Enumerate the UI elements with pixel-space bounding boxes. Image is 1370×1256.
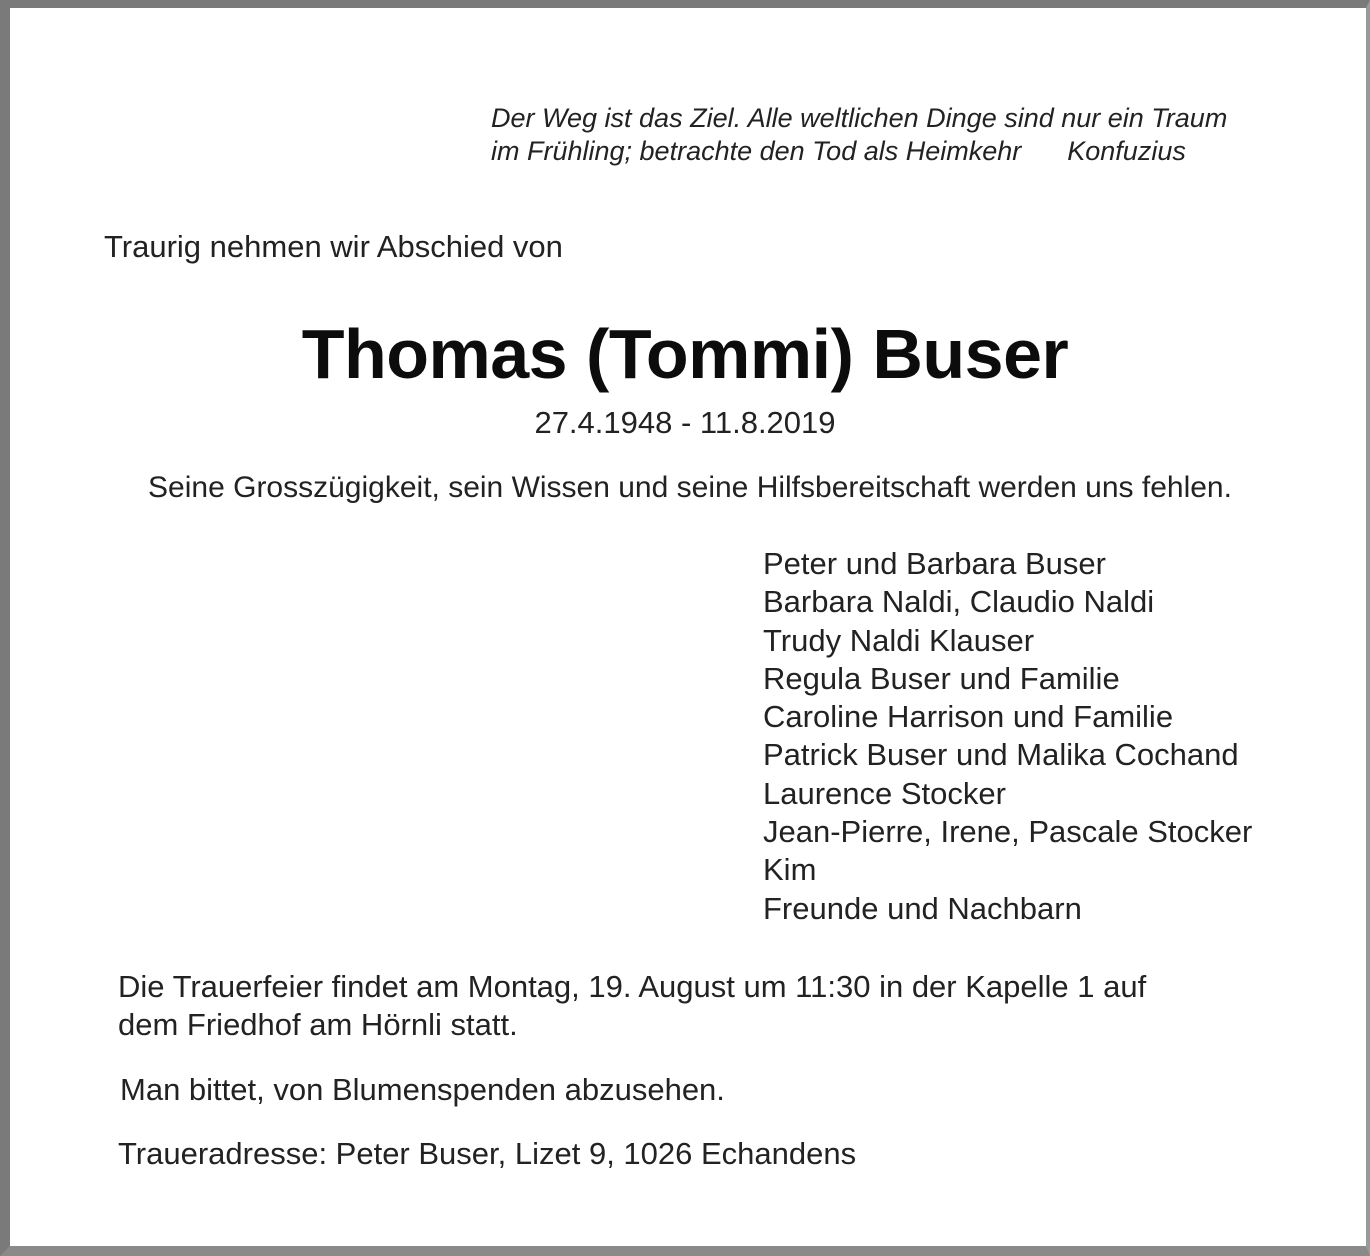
- mourner-item: Regula Buser und Familie: [763, 660, 1120, 696]
- mourner-item: Trudy Naldi Klauser: [763, 622, 1035, 658]
- mourning-address: Traueradresse: Peter Buser, Lizet 9, 1026 Echandens: [118, 1136, 857, 1171]
- ceremony-line-1: Die Trauerfeier findet am Montag, 19. August um 11:30 in der Kapelle 1 auf: [118, 969, 1147, 1004]
- quote-line-2: [491, 135, 1227, 168]
- ceremony-line-2: dem Friedhof am Hörnli statt.: [118, 1007, 518, 1042]
- quote-block: [491, 102, 1227, 168]
- tribute-text: Seine Grosszügigkeit, sein Wissen und seine Hilfsbereitschaft werden uns fehlen.: [148, 471, 1232, 504]
- flowers-note: Man bittet, von Blumenspenden abzusehen.: [120, 1072, 725, 1107]
- mourner-item: Barbara Naldi, Claudio Naldi: [763, 584, 1155, 620]
- mourner-item: Caroline Harrison und Familie: [763, 699, 1174, 735]
- life-dates: 27.4.1948 - 11.8.2019: [534, 405, 836, 440]
- quote-line-2-text: im Frühling; betrachte den Tod als Heimkehr: [491, 136, 1022, 166]
- intro-text: Traurig nehmen wir Abschied von: [104, 229, 563, 264]
- mourners-list: [763, 545, 1252, 928]
- quote-line-1: Der Weg ist das Ziel. Alle weltlichen Dinge sind nur ein Traum: [491, 103, 1228, 133]
- deceased-name: Thomas (Tommi) Buser: [301, 315, 1069, 393]
- mourner-item: Peter und Barbara Buser: [763, 546, 1106, 581]
- mourner-item: Laurence Stocker: [763, 775, 1006, 811]
- mourner-item: Kim: [763, 852, 817, 888]
- ceremony-info: [118, 968, 1146, 1044]
- mourner-item: Jean-Pierre, Irene, Pascale Stocker: [763, 814, 1253, 850]
- mourner-item: Patrick Buser und Malika Cochand: [763, 737, 1239, 773]
- mourner-item: Freunde und Nachbarn: [763, 890, 1082, 926]
- quote-author: Konfuzius: [1067, 136, 1186, 166]
